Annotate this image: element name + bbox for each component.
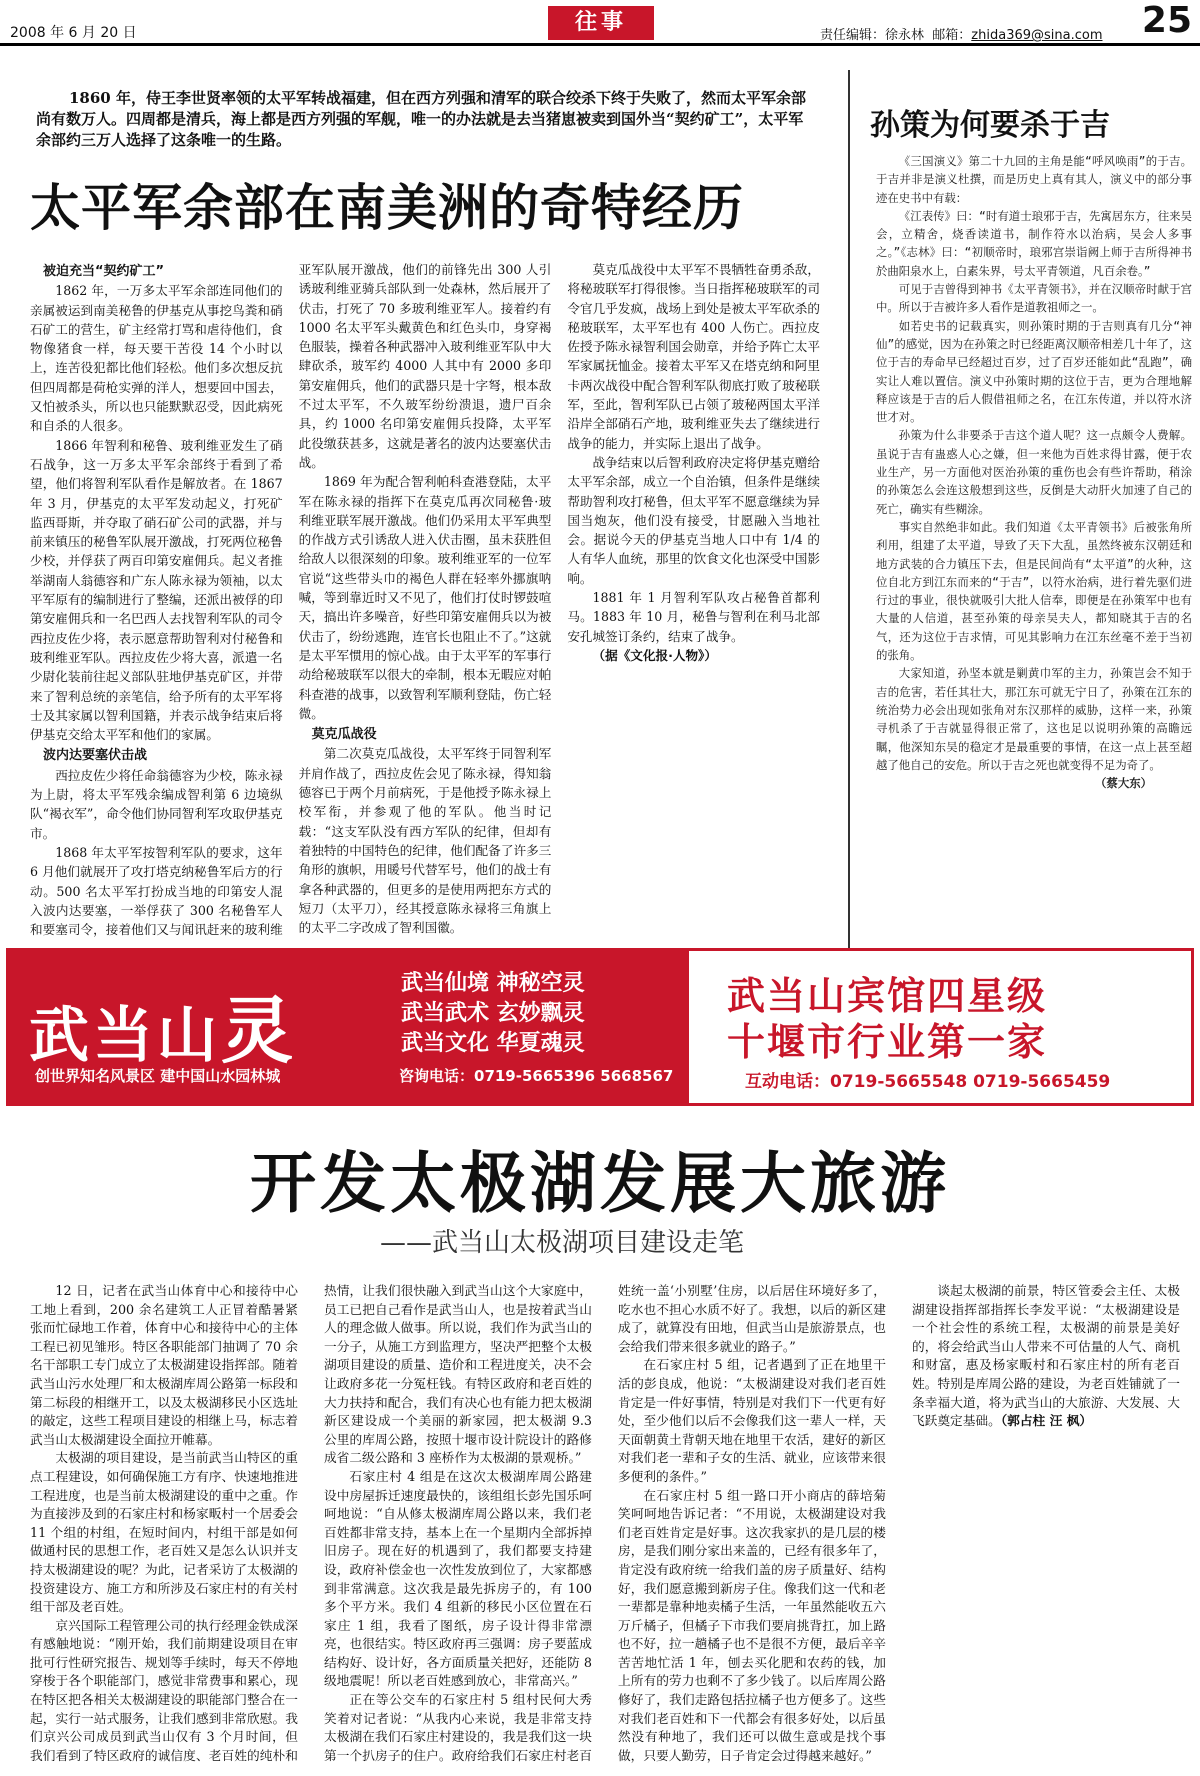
paragraph: 正在等公交车的石家庄村 5 组村民何大秀笑着对记者说：“从我内心来说，我是非常支持太极湖在我们石家庄村建设的，我是我们这一块第一个扒房子的住户。政府给我们石家庄村老百姓统一盖‘小别墅’住房，以后居住环境好多了，吃水也不担心水质不好了。我想，以后的新区建成了，就算没有田地，但武当山是旅游景点，也会给我们带来很多就业的路子。” bbox=[324, 1283, 886, 1763]
page-number: 25 bbox=[1141, 0, 1192, 41]
editor-label: 责任编辑：徐永林 bbox=[820, 28, 925, 43]
ad-brand-char: 灵 bbox=[221, 989, 298, 1073]
bottom-story-body bbox=[30, 1282, 1180, 1768]
paragraph: 第二次莫克瓜战役，太平军终于同智利军并肩作战了，西拉皮佐会见了陈永禄，得知翁德容已于两个月前病死，于是他授予陈永禄上校军衔，并参观了他的军队。他当时记载：“这支军队没有西方军队的纪律，但却有着独特的中国特色的纪律，他们配备了许多三角形的旗帜，用暖号代替军号，他们的战士有拿各种武器的，但更多的是使用两把东方式的短刀（太平刀），经其授意陈永禄将三角旗上的太平二字改成了智利国徽。 bbox=[298, 746, 552, 936]
paragraph: 可见于吉曾得到神书《太平青领书》，并在汉顺帝时献于宫中。所以于吉被许多人看作是道教祖师之一。 bbox=[876, 282, 1192, 315]
ad-slogans bbox=[401, 969, 585, 1059]
side-story-body bbox=[876, 152, 1192, 792]
ad-phone-interactive: 互动电话：0719-5665548 0719-5665459 bbox=[745, 1072, 1111, 1092]
ad-tagline: 创世界知名风景区 建中国山水园林城 bbox=[35, 1067, 281, 1085]
side-story-title: 孙策为何要杀于吉 bbox=[870, 108, 1110, 143]
ad-hotel-line1: 武当山宾馆四星级 bbox=[727, 974, 1048, 1018]
paragraph: 12 日，记者在武当山体育中心和接待中心工地上看到，200 余名建筑工人正冒着酷暑紧张而忙碌地工作着，体育中心和接待中心的主体工程已初见雏形。特区各职能部门抽调了 70 余名干部职工专门成立了太极湖建设指挥部。随着武当山污水处理厂和太极湖库周公路第一标段和第二标段的相继开工，以及太极湖移民小区选址的敲定，这些工程项目建设的相继上马，标志着武当山太极湖建设全面拉开帷幕。 bbox=[30, 1283, 298, 1447]
ad-brand bbox=[29, 973, 297, 1077]
main-story-lead: 1860 年，侍王李世贤率领的太平军转战福建，但在西方列强和清军的联合绞杀下终于失败了，然而太平军余部尚有数万人。四周都是清兵，海上都是西方列强的军舰，唯一的办法就是去当猪崽被卖到国外当“契约矿工”，太平军余部约三万人选择了这条唯一的生路。 bbox=[36, 89, 806, 149]
paragraph-text: 谈起太极湖的前景，特区管委会主任、太极湖建设指挥部指挥长李发平说：“太极湖建设是一个社会性的系统工程，太极湖的前景是美好的，将会给武当山人带来不可估量的人气、商机和财富，惠及杨家畈村和石家庄村的所有老百姓。特别是库周公路的建设，为老百姓铺就了一条幸福大道，将为武当山的大旅游、大发展、大飞跃奠定基础。 bbox=[912, 1283, 1180, 1429]
paragraph: 事实自然绝非如此。我们知道《太平青领书》后被张角所利用，组建了太平道，导致了天下大乱，虽然终被东汉朝廷和地方武装的合力镇压下去，但是民间尚有“太平道”的火种，这位自北方到江东而来的“于吉”，以符水治病，进行着先驱们进行过的事业，很快就吸引大批人信奉，即便是在孙策军中也有大量的人信道，甚至孙策的母亲吴夫人，都知晓其于吉的名气，还为这位于吉求情，可见其影响力在江东丝毫不差于当初的张角。 bbox=[876, 519, 1192, 663]
ad-phone-consult: 咨询电话：0719-5665396 5668567 bbox=[399, 1067, 674, 1085]
paragraph: 战争结束以后智利政府决定将伊基克赠给太平军余部，成立一个自治镇，但条件是继续帮助智利攻打秘鲁，但太平军不愿意继续为异国当炮灰，他们没有接受，甘愿融入当地社会。据说今天的伊基克当地人口中有 1/4 的人有华人血统，那里的饮食文化也深受中国影响。 bbox=[567, 454, 820, 586]
paragraph: 太极湖的项目建设，是当前武当山特区的重点工程建设，如何确保施工方有序、快速地推进工程进度，也是当前太极湖建设的重中之重。作为直接涉及到的石家庄村和杨家畈村一个居委会 11 个组的村组，在短时间内，村组干部是如何做通村民的思想工作，老百姓又是怎么认识并支持太极湖建设的呢？为此，记者采访了太极湖的投资建设方、施工方和所涉及石家庄村的有关村组干部及老百姓。 bbox=[30, 1450, 298, 1615]
section-heading: 莫克瓜战役 bbox=[311, 727, 377, 743]
column-divider bbox=[848, 70, 850, 950]
main-story-title: 太平军余部在南美洲的奇特经历 bbox=[30, 179, 744, 237]
bottom-story-subtitle: ——武当山太极湖项目建设走笔 bbox=[380, 1228, 745, 1258]
ad-slogan: 武当仙境 神秘空灵 bbox=[401, 971, 585, 996]
paragraph: 1881 年 1 月智利军队攻占秘鲁首都利马。1883 年 10 月，秘鲁与智利在利马北部安孔城签订条约，结束了战争。 bbox=[567, 590, 820, 644]
ad-hotel-line2: 十堰市行业第一家 bbox=[727, 1020, 1048, 1064]
paragraph: 《三国演义》第二十九回的主角是能“呼风唤雨”的于吉。于吉并非是演义杜撰，而是历史上真有其人，演义中的部分事迹在史书中有载： bbox=[876, 154, 1192, 205]
section-heading: 波内达要塞伏击战 bbox=[43, 748, 148, 764]
paragraph: 在石家庄村 5 组一路口开小商店的薛培菊笑呵呵地告诉记者：“不用说，太极湖建设对我们老百姓肯定是好事。这次我家扒的是几层的楼房，是我们刚分家出来盖的，已经有很多年了，肯定没有政府统一给我们盖的房子质量好、结构好，我们愿意搬到新房子住。像我们这一代和老一辈都是靠种地卖橘子生活，一年虽然能收五六万斤橘子，但橘子下市我们要肩挑背扛，加上路也不好，拉一趟橘子也不是很不方便，最后辛辛苦苦地忙活 1 年，刨去买化肥和农药的钱，加上所有的劳力也剩不了多少钱了。以后库周公路修好了，我们走路包括拉橘子也方便多了。这些对我们老百姓和下一代都会有很多好处，以后虽然没有种地了，我们还可以做生意或是找个事做，只要人勤劳，日子肯定会过得越来越好。” bbox=[618, 1487, 886, 1763]
paragraph: 《江表传》曰：“时有道士琅邪于吉，先寓居东方，往来吴会，立精舍，烧香读道书，制作符水以治病，吴会人多事之。”《志林》曰：“初顺帝时，琅邪宫崇诣阙上师于吉所得神书於曲阳泉水上，白素朱界，号太平青领道，凡百余卷。” bbox=[876, 208, 1192, 278]
paragraph: 在石家庄村 5 组，记者遇到了正在地里干活的彭良成，他说：“太极湖建设对我们老百姓肯定是一件好事情，特别是对我们下一代更有好处，至少他们以后不会像我们这一辈人一样，天天面朝黄土背朝天地在地里干农活，建好的新区对我们老一辈和子女的生活、就业，应该带来很多便利的条件。” bbox=[618, 1357, 886, 1484]
paragraph: 京兴国际工程管理公司的执行经理金铁成深有感触地说：“刚开始，我们前期建设项目在审批可行性研究报告、规划等手续时，每天不停地穿梭于各个职能部门，感觉非常费事和累心，现在特区把各相关太极湖建设的职能部门整合在一起，实行一站式服务，让我们感到非常欣慰。我们京兴公司成员到武当山仅有 3 个月时间，但我们看到了特区政府的诚信度、老百姓的纯朴和热情，让我们很快融入到武当山这个大家庭中，员工已把自己看作是武当山人，也是按着武当山人的理念做人做事。所以说，我们作为武当山的一分子，从施工方到监理方，坚决严把整个太极湖项目建设的质量、造价和工程进度关，决不会让政府多花一分冤枉钱。有特区政府和老百姓的大力扶持和配合，我们有决心也有能力把太极湖新区建设成一个美丽的新家园，把太极湖 9.3 公里的库周公路，按照十堰市设计院设计的路修成省二级公路和 3 座桥作为太极湖的景观桥。” bbox=[30, 1283, 592, 1763]
bottom-story-author: （郭占柱 汪 枫） bbox=[1000, 1413, 1093, 1429]
issue-date: 2008 年 6 月 20 日 bbox=[10, 25, 137, 41]
ad-red-panel bbox=[9, 951, 689, 1103]
wudang-ad-banner[interactable] bbox=[6, 948, 1194, 1106]
paragraph: 如若史书的记载真实，则孙策时期的于吉则真有几分“神仙”的感觉，因为在孙策之时已经距离汉顺帝相差几十年了，这位于吉的寿命早已经超过百岁，过了百岁还能如此“乱跑”，确实让人难以置信。演义中孙策时期的这位于吉，更为合理地解释应该是于吉的后人假借祖师之名，在江东传道，并以符水济世才对。 bbox=[876, 318, 1192, 425]
ad-brand-name: 武当山 bbox=[29, 1001, 221, 1071]
paragraph: 1862 年，一万多太平军余部连同他们的亲属被运到南美秘鲁的伊基克从事挖鸟粪和硝石矿工的营生，矿主经常打骂和虐待他们，食物像猪食一样，每天要干苦役 14 个小时以上，连苦役犯都比他们轻松。他们多次想反抗但四周都是荷枪实弹的洋人，想要回中国去，又怕被杀头，所以也只能默默忍受，因此病死和自杀的人很多。 bbox=[30, 283, 283, 434]
section-heading: 被迫充当“契约矿工” bbox=[43, 264, 165, 279]
paragraph: 1868 年太平军按智利军队的要求，这年 6 月他们就展开了攻打塔克纳秘鲁军后方的行动。500 名太平军打扮成当地的印第安人混入波内达要塞，一举俘获了 300 名秘鲁军人和要塞司令，接着他们又与闻讯赶来的玻利维亚军队展开激战，他们的前锋先出 300 人引诱玻利维亚骑兵部队到一处森林，然后展开了伏击，打死了 70 多玻利维亚军人。接着约有 1000 名太平军头戴黄色和红色头巾，身穿褐色服装，操着各种武器冲入玻利维亚军队中大肆砍杀，玻军约 4000 人其中有 2000 多印第安雇佣兵，他们的武器只是十字弩，根本敌不过太平军，不久玻军纷纷溃退，遗尸百余具，约 1000 名印第安雇佣兵投降，太平军此役缴获甚多，这就是著名的波内达要塞伏击战。 bbox=[30, 262, 552, 938]
bottom-story-title: 开发太极湖发展大旅游 bbox=[250, 1145, 950, 1222]
paragraph: 1866 年智利和秘鲁、玻利维亚发生了硝石战争，这一万多太平军余部终于看到了希望，他们将智利军队看作是解放者。在 1867 年 3 月，伊基克的太平军发动起义，打死矿监西哥斯，并夺取了硝石矿公司的武器，并与前来镇压的秘鲁军队展开激战，打死两位秘鲁少校，并俘获了两百印第安雇佣兵。起义者推举湖南人翁德容和广东人陈永禄为领袖，以太平军原有的编制进行了整编，还派出被俘的印第安雇佣兵和一名巴西人去找智利军队的司令西拉皮佐少将，表示愿意帮助智利对付秘鲁和玻利维亚军队。西拉皮佐少将大喜，派遣一名少尉化装前往起义部队驻地伊基克矿区，并带来了智利总统的亲笔信，给予所有的太平军将士及其家属以智利国籍，并表示战争结束后将伊基克交给太平军和他们的家属。 bbox=[30, 437, 283, 743]
side-story-author: （蔡大东） bbox=[1095, 776, 1152, 791]
paragraph bbox=[912, 1282, 1180, 1431]
paragraph: 西拉皮佐少将任命翁德容为少校，陈永禄为上尉，将太平军残余编成智利第 6 边境纵队“褐衣军”，命令他们协同智利军攻取伊基克市。 bbox=[30, 767, 283, 841]
story-source: （据《文化报·人物》） bbox=[592, 647, 717, 663]
paragraph: 石家庄村 4 组是在这次太极湖库周公路建设中房屋拆迁速度最快的，该组组长彭先国乐呵呵地说：“自从修太极湖库周公路以来，我们老百姓都非常支持，基本上在一个星期内全部拆掉旧房子。现在好的机遇到了，我们都要支持建设，政府补偿金也一次性发放到位了，大家都感到非常满意。这次我是最先拆房子的，有 100 多个平方米。我们 4 组新的移民小区位置在石家庄 1 组，我看了图纸，房子设计得非常漂亮，也很结实。特区政府再三强调：房子要蓝成结构好、设计好，各方面质量关把好，还能防 8 级地震呢！所以老百姓感到放心，非常高兴。” bbox=[324, 1468, 592, 1689]
section-badge: 往事 bbox=[548, 6, 654, 40]
main-story-body bbox=[30, 260, 820, 940]
paragraph: 孙策为什么非要杀于吉这个道人呢？这一点颇令人费解。虽说于吉有蛊惑人心之嫌，但一来他为百姓求得甘露，便于农业生产，另一方面他对医治孙策的重伤也会有些许帮助，稍涂的孙策怎么会连这般想到这些，反倒是大动肝火加速了自己的死亡，确实有些糊涂。 bbox=[876, 428, 1192, 516]
ad-slogan: 武当文化 华夏魂灵 bbox=[401, 1031, 585, 1056]
email-label: 邮箱： bbox=[932, 28, 972, 43]
ad-slogan: 武当武术 玄妙飘灵 bbox=[401, 1001, 585, 1026]
email-link[interactable]: zhida369@sina.com bbox=[971, 28, 1103, 43]
paragraph: 大家知道，孙坚本就是剿黄巾军的主力，孙策岂会不知于吉的危害，若任其壮大，那江东可就无宁日了，孙策在江东的统治势力必会出现如张角对东汉那样的威胁，这样一来，孙策寻机杀了于吉就显得很正常了，这也足以说明孙策的高瞻远瞩，他深知东吴的稳定才是最重要的事情，在这一点上甚至超越了他自己的安危。所以于吉之死也就变得不足为奇了。 bbox=[876, 666, 1192, 772]
paragraph: 1869 年为配合智利帕科查港登陆，太平军在陈永禄的指挥下在莫克瓜再次同秘鲁·玻利维亚联军展开激战。他们仍采用太平军典型的作战方式引诱敌人进入伏击圈，虽未获胜但给敌人以很深刻的印象。玻利维亚军的一位军官说“这些带头巾的褐色人群在轻率外挪旗呐喊，等到靠近时又不见了，他们打仗时锣鼓喧天，搞出许多噪音，好些印第安雇佣兵以为被伏击了，纷纷逃跑，连官长也阻止不了。”这就是太平军惯用的惊心战。由于太平军的军事行动给秘玻联军以很大的牵制，根本无暇应对帕科查港的战事，以致智利军顺利登陆，伤亡轻微。 bbox=[298, 474, 552, 721]
editor-credit bbox=[820, 24, 1103, 43]
page-header bbox=[0, 0, 1200, 46]
paragraph: 莫克瓜战役中太平军不畏牺牲奋勇杀敌，将秘玻联军打得很惨。当日指挥秘玻联军的司令官几乎发疯，战场上到处是被太平军砍杀的秘玻联军，太平军也有 400 人伤亡。西拉皮佐授予陈永禄智利国会勋章，并给予阵亡太平军家属抚恤金。接着太平军又在塔克纳和阿里卡两次战役中配合智利军队彻底打败了玻秘联军，至此，智利军队已占领了玻秘两国太平洋沿岸全部硝石产地，玻利维亚失去了继续进行战争的能力，并实际上退出了战争。 bbox=[567, 262, 820, 451]
